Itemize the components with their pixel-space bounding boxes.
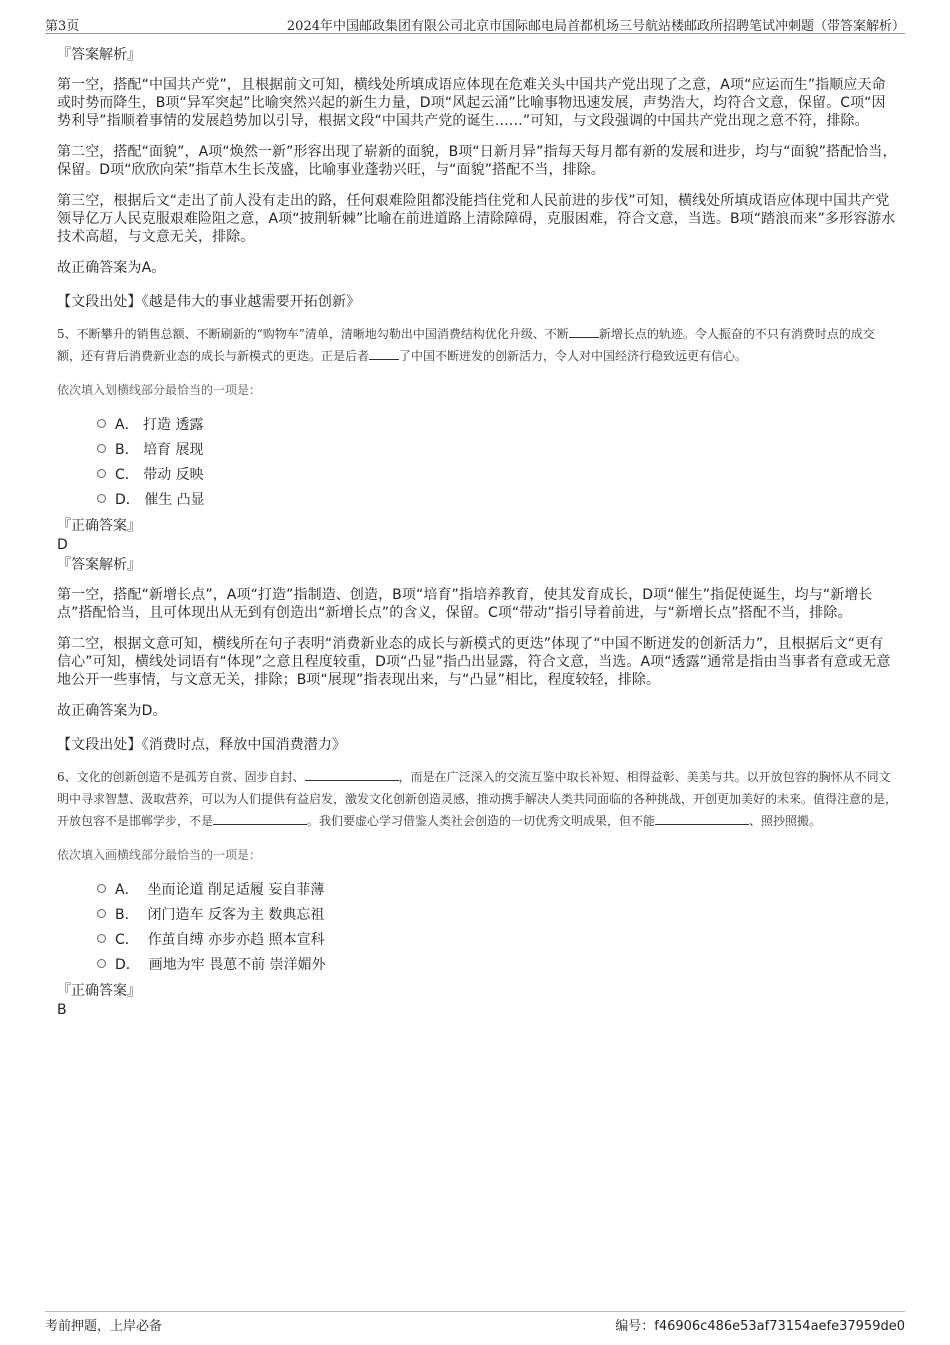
q5-stem-part-1: 5、不断攀升的销售总额、不断刷新的“购物车”清单，清晰地勾勒出中国消费结构优化升级、不断 bbox=[57, 327, 569, 341]
q5-source: 【文段出处】《消费时点，释放中国消费潜力》 bbox=[57, 737, 347, 753]
q6-options bbox=[57, 876, 897, 976]
page-footer bbox=[45, 1311, 905, 1336]
q5-blank-1 bbox=[569, 324, 599, 338]
radio-icon[interactable] bbox=[97, 419, 106, 428]
footer-slogan: 考前押题，上岸必备 bbox=[45, 1319, 163, 1334]
q4-analysis-label: 『答案解析』 bbox=[57, 47, 141, 63]
radio-icon[interactable] bbox=[97, 909, 106, 918]
q5-option-a[interactable] bbox=[57, 411, 897, 436]
option-key: B． bbox=[115, 906, 139, 923]
q5-stem bbox=[57, 323, 897, 367]
q6-prompt: 依次填入画横线部分最恰当的一项是： bbox=[57, 848, 262, 862]
q4-analysis-para-3: 第三空，根据后文“走出了前人没有走出的路，任何艰难险阻都没能挡住党和人民前进的步伐”可知，横线处所填成语应体现中国共产党领导亿万人民克服艰难险阻之意，A项“披荆斩棘”比喻在前进道路上清除障碍，克服困难，符合文意，当选。B项“踏浪而来”多形容游水技术高超，与文意无关，排除。 bbox=[57, 193, 896, 245]
q6-stem-part-3: 。我们要虚心学习借鉴人类社会创造的一切优秀文明成果，但不能 bbox=[307, 814, 656, 828]
q5-correct-label: 『正确答案』 bbox=[57, 518, 141, 534]
q5-options bbox=[57, 411, 897, 511]
q5-blank-2 bbox=[369, 346, 399, 360]
q6-blank-1 bbox=[305, 767, 399, 781]
radio-icon[interactable] bbox=[97, 469, 106, 478]
q4-answer-statement: 故正确答案为A。 bbox=[57, 260, 166, 276]
q6-blank-2 bbox=[213, 811, 307, 825]
q6-stem bbox=[57, 766, 897, 832]
option-text: 闭门造车 反客为主 数典忘祖 bbox=[147, 906, 325, 923]
q6-option-d[interactable] bbox=[57, 951, 897, 976]
q4-analysis-para-2: 第二空，搭配“面貌”，A项“焕然一新”形容出现了崭新的面貌，B项“日新月异”指每天每月都有新的发展和进步，均与“面貌”搭配恰当，保留。D项“欣欣向荣”指草木生长茂盛，比喻事业蓬勃兴旺，与“面貌”搭配不当，排除。 bbox=[57, 144, 897, 178]
page-header bbox=[45, 13, 905, 34]
q6-stem-part-1: 6、文化的创新创造不是孤芳自赏、固步自封、 bbox=[57, 770, 305, 784]
option-text: 培育 展现 bbox=[143, 441, 204, 458]
q5-stem-part-2: 新增长点的轨迹。令人振奋的不只有消费时点的成交额，还有背后消费新业态的成长与新模式的更迭。正是后者 bbox=[57, 327, 875, 363]
radio-icon[interactable] bbox=[97, 959, 106, 968]
q6-option-c[interactable] bbox=[57, 926, 897, 951]
q6-correct-label: 『正确答案』 bbox=[57, 983, 141, 999]
radio-icon[interactable] bbox=[97, 934, 106, 943]
option-text: 坐而论道 削足适履 妄自菲薄 bbox=[147, 881, 325, 898]
q5-prompt: 依次填入划横线部分最恰当的一项是： bbox=[57, 383, 262, 397]
option-text: 画地为牢 畏葸不前 崇洋媚外 bbox=[148, 956, 326, 973]
q5-stem-part-3: 了中国不断迸发的创新活力，令人对中国经济行稳致远更有信心。 bbox=[399, 349, 748, 363]
option-key: D． bbox=[115, 491, 140, 508]
radio-icon[interactable] bbox=[97, 884, 106, 893]
q5-analysis-para-2: 第二空，根据文意可知，横线所在句子表明“消费新业态的成长与新模式的更迭”体现了“中国不断迸发的创新活力”，且根据后文“更有信心”可知，横线处词语有“体现”之意且程度较重，D项“凸显”指凸出显露，符合文意，当选。A项“透露”通常是指由当事者有意或无意地公开一些事情，与文意无关，排除；B项“展现”指表现出来，与“凸显”相比，程度较轻，排除。 bbox=[57, 636, 891, 688]
q6-correct-answer: B bbox=[57, 1002, 67, 1018]
page-content bbox=[57, 38, 897, 1019]
page-number: 第3页 bbox=[45, 19, 80, 34]
q6-stem-part-2: ，而是在广泛深入的交流互鉴中取长补短、相得益彰、美美与共。以开放包容的胸怀从不同文明中寻求智慧、汲取营养，可以为人们提供有益启发，激发文化创新创造灵感，推动携手解决人类共同面临的各种挑战，开创更加美好的未来。值得注意的是，开放包容不是邯郸学步，不是 bbox=[57, 770, 898, 828]
option-key: C． bbox=[115, 466, 139, 483]
q6-option-a[interactable] bbox=[57, 876, 897, 901]
q5-option-b[interactable] bbox=[57, 436, 897, 461]
q5-option-d[interactable] bbox=[57, 486, 897, 511]
q4-analysis-para-1: 第一空，搭配“中国共产党”，且根据前文可知，横线处所填成语应体现在危难关头中国共产党出现了之意，A项“应运而生”指顺应天命或时势而降生，B项“异军突起”比喻突然兴起的新生力量，D项“风起云涌”比喻事物迅速发展，声势浩大，均符合文意，保留。C项“因势利导”指顺着事情的发展趋势加以引导，根据文段“中国共产党的诞生……”可知，与文段强调的中国共产党出现之意不符，排除。 bbox=[57, 77, 886, 129]
option-text: 带动 反映 bbox=[143, 466, 204, 483]
radio-icon[interactable] bbox=[97, 494, 106, 503]
option-key: A． bbox=[115, 881, 139, 898]
option-text: 打造 透露 bbox=[143, 416, 204, 433]
document-title: 2024年中国邮政集团有限公司北京市国际邮电局首都机场三号航站楼邮政所招聘笔试冲刺题（带答案解析） bbox=[286, 19, 905, 34]
option-text: 催生 凸显 bbox=[144, 491, 205, 508]
q5-correct-answer: D bbox=[57, 537, 68, 553]
option-key: C． bbox=[115, 931, 139, 948]
q5-analysis-label: 『答案解析』 bbox=[57, 557, 141, 573]
q5-option-c[interactable] bbox=[57, 461, 897, 486]
document-id: 编号：f46906c486e53af73154aefe37959de0 bbox=[615, 1319, 905, 1334]
q4-source: 【文段出处】《越是伟大的事业越需要开拓创新》 bbox=[57, 294, 361, 310]
option-key: B． bbox=[115, 441, 139, 458]
option-key: D． bbox=[115, 956, 140, 973]
radio-icon[interactable] bbox=[97, 444, 106, 453]
q5-analysis-para-1: 第一空，搭配“新增长点”，A项“打造”指制造、创造，B项“培育”指培养教育，使其发育成长，D项“催生”指促使诞生，均与“新增长点”搭配恰当，且可体现出从无到有创造出“新增长点”的含义，保留。C项“带动”指引导着前进，与“新增长点”搭配不当，排除。 bbox=[57, 587, 873, 621]
q6-option-b[interactable] bbox=[57, 901, 897, 926]
q6-stem-part-4: 、照抄照搬。 bbox=[749, 814, 822, 828]
q6-blank-3 bbox=[655, 811, 749, 825]
option-text: 作茧自缚 亦步亦趋 照本宣科 bbox=[147, 931, 325, 948]
q5-answer-statement: 故正确答案为D。 bbox=[57, 703, 167, 719]
option-key: A． bbox=[115, 416, 139, 433]
